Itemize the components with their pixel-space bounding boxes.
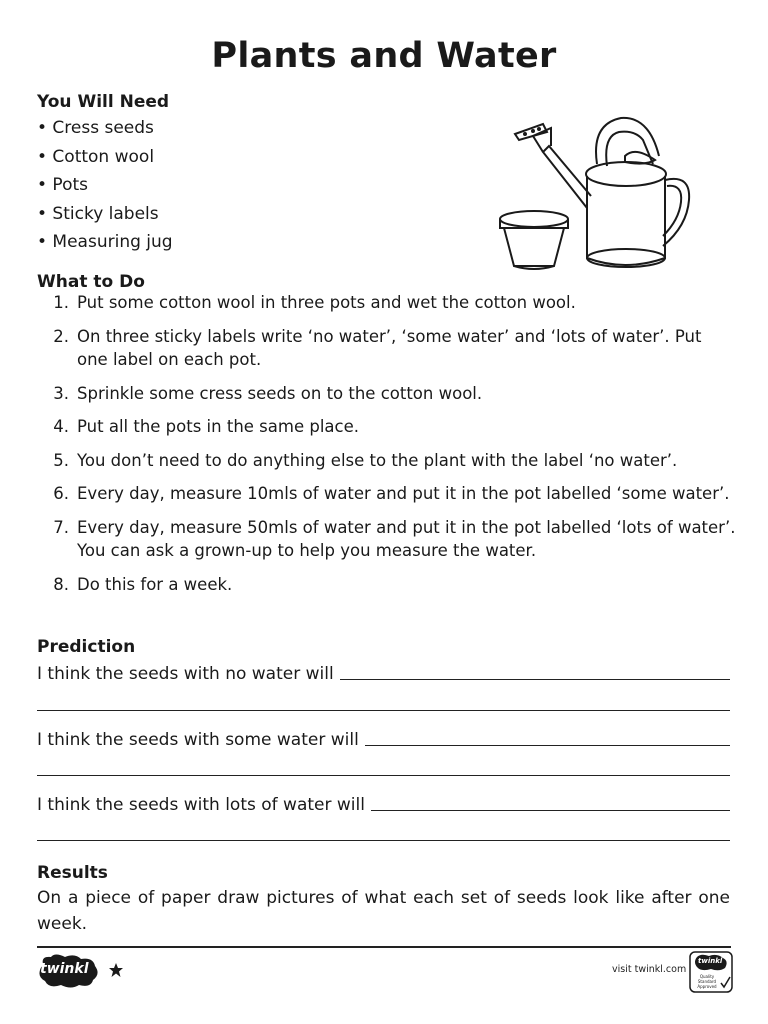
list-item: • Cress seeds <box>37 118 154 138</box>
badge-subtext: Quality Standard Approved <box>697 974 717 989</box>
answer-line[interactable] <box>340 678 730 680</box>
answer-line[interactable] <box>371 809 730 811</box>
list-item: • Sticky labels <box>37 203 159 224</box>
list-item: 6. Every day, measure 10mls of water and put it in the pot labelled ‘some water’. <box>53 484 730 503</box>
page-title: Plants and Water <box>211 36 557 76</box>
prediction-no-water <box>37 664 730 684</box>
steps-list <box>37 291 737 606</box>
flower-pot-icon <box>500 211 568 269</box>
answer-line[interactable] <box>365 744 730 746</box>
prediction-prompt: I think the seeds with lots of water will <box>37 795 365 815</box>
list-item: 2. On three sticky labels write ‘no water’, ‘some water’ and ‘lots of water’. Put one label on each pot. <box>53 326 702 369</box>
prediction-some-water <box>37 730 730 750</box>
prediction-heading: Prediction <box>37 637 136 657</box>
list-item: • Pots <box>37 175 88 195</box>
prediction-prompt: I think the seeds with no water will <box>37 664 334 684</box>
list-item: 7. Every day, measure 50mls of water and put it in the pot labelled ‘lots of water’. You can ask a grown-up to help you measure the water. <box>53 517 736 560</box>
list-item: 5. You don’t need to do anything else to the plant with the label ‘no water’. <box>53 450 678 470</box>
list-item: 4. Put all the pots in the same place. <box>53 417 359 436</box>
prediction-lots-of-water <box>37 795 730 815</box>
footer-divider <box>37 946 731 948</box>
results-heading: Results <box>37 863 108 883</box>
results-text: On a piece of paper draw pictures of what each set of seeds look like after one week. <box>37 888 730 934</box>
answer-line[interactable] <box>37 840 730 841</box>
quality-badge <box>689 951 733 993</box>
prediction-prompt: I think the seeds with some water will <box>37 730 359 750</box>
list-item: • Measuring jug <box>37 232 173 252</box>
what-to-do-heading: What to Do <box>37 272 145 292</box>
watering-can-icon <box>515 118 689 267</box>
star-icon <box>108 962 124 978</box>
logo-text: twinkl <box>40 961 89 977</box>
you-will-need-heading: You Will Need <box>37 92 170 112</box>
visit-link[interactable]: visit twinkl.com <box>612 964 687 975</box>
materials-list <box>37 116 173 259</box>
list-item: 3. Sprinkle some cress seeds on to the cotton wool. <box>53 383 483 403</box>
watering-can-and-pot-illustration <box>495 116 695 276</box>
answer-line[interactable] <box>37 775 730 776</box>
list-item: 8. Do this for a week. <box>53 574 233 594</box>
badge-text: twinkl <box>698 957 723 965</box>
answer-line[interactable] <box>37 710 730 711</box>
list-item: 1. Put some cotton wool in three pots and wet the cotton wool. <box>53 293 576 312</box>
list-item: • Cotton wool <box>37 146 155 167</box>
